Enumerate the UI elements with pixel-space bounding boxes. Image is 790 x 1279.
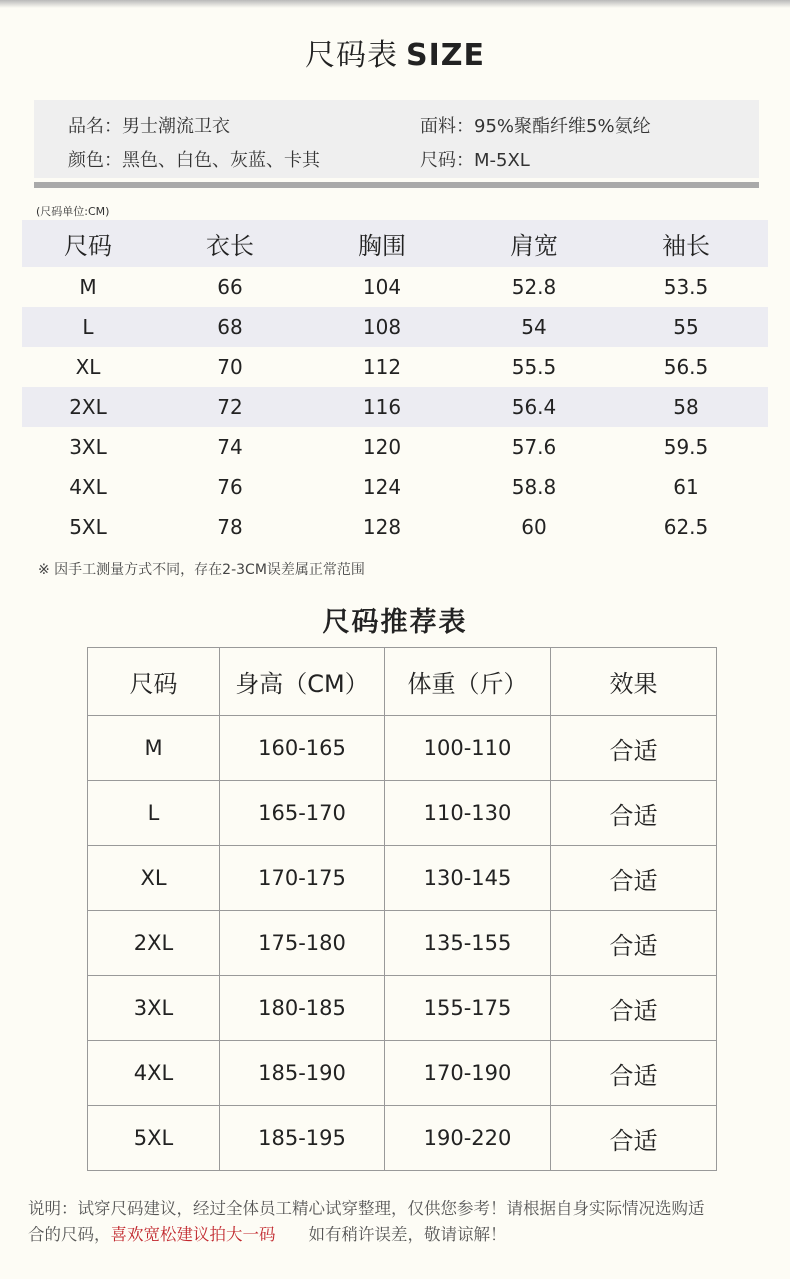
- recommend-cell: XL: [88, 846, 220, 911]
- footer-highlight: 喜欢宽松建议拍大一码: [110, 1225, 276, 1244]
- recommend-cell: 合适: [551, 1106, 717, 1171]
- size-cell: 62.5: [663, 515, 709, 539]
- info-divider-bar: [34, 182, 759, 188]
- size-cell: 2XL: [69, 395, 107, 419]
- size-cell: 60: [521, 515, 547, 539]
- recommend-cell: L: [88, 781, 220, 846]
- recommend-cell: 4XL: [88, 1041, 220, 1106]
- recommend-table-row: [88, 911, 717, 976]
- size-cell: 58: [673, 395, 699, 419]
- recommend-table-row: [88, 846, 717, 911]
- size-cell: 58.8: [511, 475, 557, 499]
- product-fabric: [420, 112, 651, 138]
- measurement-disclaimer: ※ 因手工测量方式不同，存在2-3CM误差属正常范围: [38, 562, 365, 578]
- product-fabric-label: 面料：: [420, 116, 474, 137]
- size-cell: 52.8: [511, 275, 557, 299]
- size-cell: 56.5: [663, 355, 709, 379]
- size-cell: 120: [362, 435, 402, 459]
- recommend-table-row: [88, 1041, 717, 1106]
- recommend-cell: 160-165: [220, 716, 385, 781]
- recommend-cell: 5XL: [88, 1106, 220, 1171]
- recommend-cell: 185-195: [220, 1106, 385, 1171]
- size-cell: 59.5: [663, 435, 709, 459]
- recommend-cell: 3XL: [88, 976, 220, 1041]
- size-cell: 56.4: [511, 395, 557, 419]
- recommend-header-cell: 尺码: [88, 648, 220, 716]
- recommend-cell: 合适: [551, 1041, 717, 1106]
- size-table-row: [22, 267, 768, 307]
- recommend-cell: 175-180: [220, 911, 385, 976]
- size-table-row: [22, 427, 768, 467]
- recommend-cell: 155-175: [385, 976, 551, 1041]
- size-cell: 5XL: [69, 515, 107, 539]
- product-color: [68, 146, 320, 172]
- recommend-table-row: [88, 1106, 717, 1171]
- size-cell: 68: [217, 315, 243, 339]
- recommend-cell: M: [88, 716, 220, 781]
- recommend-cell: 合适: [551, 846, 717, 911]
- size-table-row: [22, 307, 768, 347]
- size-cell: 53.5: [663, 275, 709, 299]
- size-table-row: [22, 467, 768, 507]
- recommend-header-cell: 身高（CM）: [220, 648, 385, 716]
- recommend-cell: 170-190: [385, 1041, 551, 1106]
- size-cell: 4XL: [69, 475, 107, 499]
- recommend-cell: 合适: [551, 976, 717, 1041]
- size-cell: 3XL: [69, 435, 107, 459]
- recommend-table-row: [88, 781, 717, 846]
- size-cell: 61: [673, 475, 699, 499]
- size-cell: 124: [362, 475, 402, 499]
- footer-line-2-prefix: 合的尺码，: [28, 1225, 111, 1244]
- unit-note: (尺码单位:CM): [36, 205, 110, 218]
- recommend-cell: 135-155: [385, 911, 551, 976]
- recommend-cell: 110-130: [385, 781, 551, 846]
- footer-line-2-suffix: 如有稍许误差，敬请谅解！: [275, 1225, 507, 1244]
- size-table-row: [22, 387, 768, 427]
- recommend-header-cell: 体重（斤）: [385, 648, 551, 716]
- recommend-table-header: [88, 648, 717, 716]
- product-name: [68, 112, 230, 138]
- size-cell: 72: [217, 395, 243, 419]
- size-cell: 128: [362, 515, 402, 539]
- recommend-header-cell: 效果: [551, 648, 717, 716]
- size-table-row: [22, 347, 768, 387]
- size-cell: 78: [217, 515, 243, 539]
- recommend-table: [87, 647, 717, 1171]
- product-color-value: 黑色、白色、灰蓝、卡其: [122, 150, 320, 171]
- recommend-title: 尺码推荐表: [322, 607, 468, 638]
- size-cell: M: [79, 275, 97, 299]
- size-header-cell: 衣长: [206, 232, 254, 260]
- product-size-value: M-5XL: [474, 150, 530, 171]
- recommend-cell: 180-185: [220, 976, 385, 1041]
- page-title-cn: 尺码表: [304, 38, 398, 73]
- size-cell: 55.5: [511, 355, 557, 379]
- size-table-header: [22, 220, 768, 267]
- size-cell: 70: [217, 355, 243, 379]
- size-cell: L: [82, 315, 94, 339]
- size-cell: 108: [362, 315, 402, 339]
- recommend-cell: 165-170: [220, 781, 385, 846]
- size-header-cell: 尺码: [64, 232, 112, 260]
- recommend-cell: 合适: [551, 781, 717, 846]
- size-cell: 74: [217, 435, 243, 459]
- size-cell: XL: [75, 355, 101, 379]
- product-size-label: 尺码：: [420, 150, 474, 171]
- footer-line-2: [28, 1222, 768, 1248]
- size-cell: 57.6: [511, 435, 557, 459]
- footer-line-1: 说明：试穿尺码建议，经过全体员工精心试穿整理，仅供您参考！请根据自身实际情况选购适: [28, 1199, 705, 1218]
- size-table: [22, 220, 768, 547]
- product-name-label: 品名：: [68, 116, 122, 137]
- page-title: [0, 30, 790, 74]
- size-cell: 112: [362, 355, 402, 379]
- size-header-cell: 胸围: [358, 232, 406, 260]
- recommend-cell: 170-175: [220, 846, 385, 911]
- recommend-table-row: [88, 976, 717, 1041]
- size-cell: 76: [217, 475, 243, 499]
- recommend-cell: 合适: [551, 716, 717, 781]
- page-title-en: SIZE: [405, 38, 485, 73]
- recommend-cell: 185-190: [220, 1041, 385, 1106]
- recommend-table-row: [88, 716, 717, 781]
- footer-note: [28, 1196, 768, 1248]
- size-cell: 54: [521, 315, 547, 339]
- product-size-range: [420, 146, 530, 172]
- size-cell: 116: [362, 395, 402, 419]
- product-name-value: 男士潮流卫衣: [122, 116, 230, 137]
- recommend-cell: 190-220: [385, 1106, 551, 1171]
- recommend-cell: 合适: [551, 911, 717, 976]
- size-cell: 55: [673, 315, 699, 339]
- product-fabric-value: 95%聚酯纤维5%氨纶: [474, 116, 651, 137]
- size-cell: 104: [362, 275, 402, 299]
- product-color-label: 颜色：: [68, 150, 122, 171]
- size-header-cell: 肩宽: [510, 232, 558, 260]
- top-shadow: [0, 0, 790, 8]
- size-table-row: [22, 507, 768, 547]
- recommend-cell: 130-145: [385, 846, 551, 911]
- size-header-cell: 袖长: [662, 232, 710, 260]
- size-cell: 66: [217, 275, 243, 299]
- recommend-cell: 100-110: [385, 716, 551, 781]
- product-info-panel: [34, 100, 759, 178]
- recommend-cell: 2XL: [88, 911, 220, 976]
